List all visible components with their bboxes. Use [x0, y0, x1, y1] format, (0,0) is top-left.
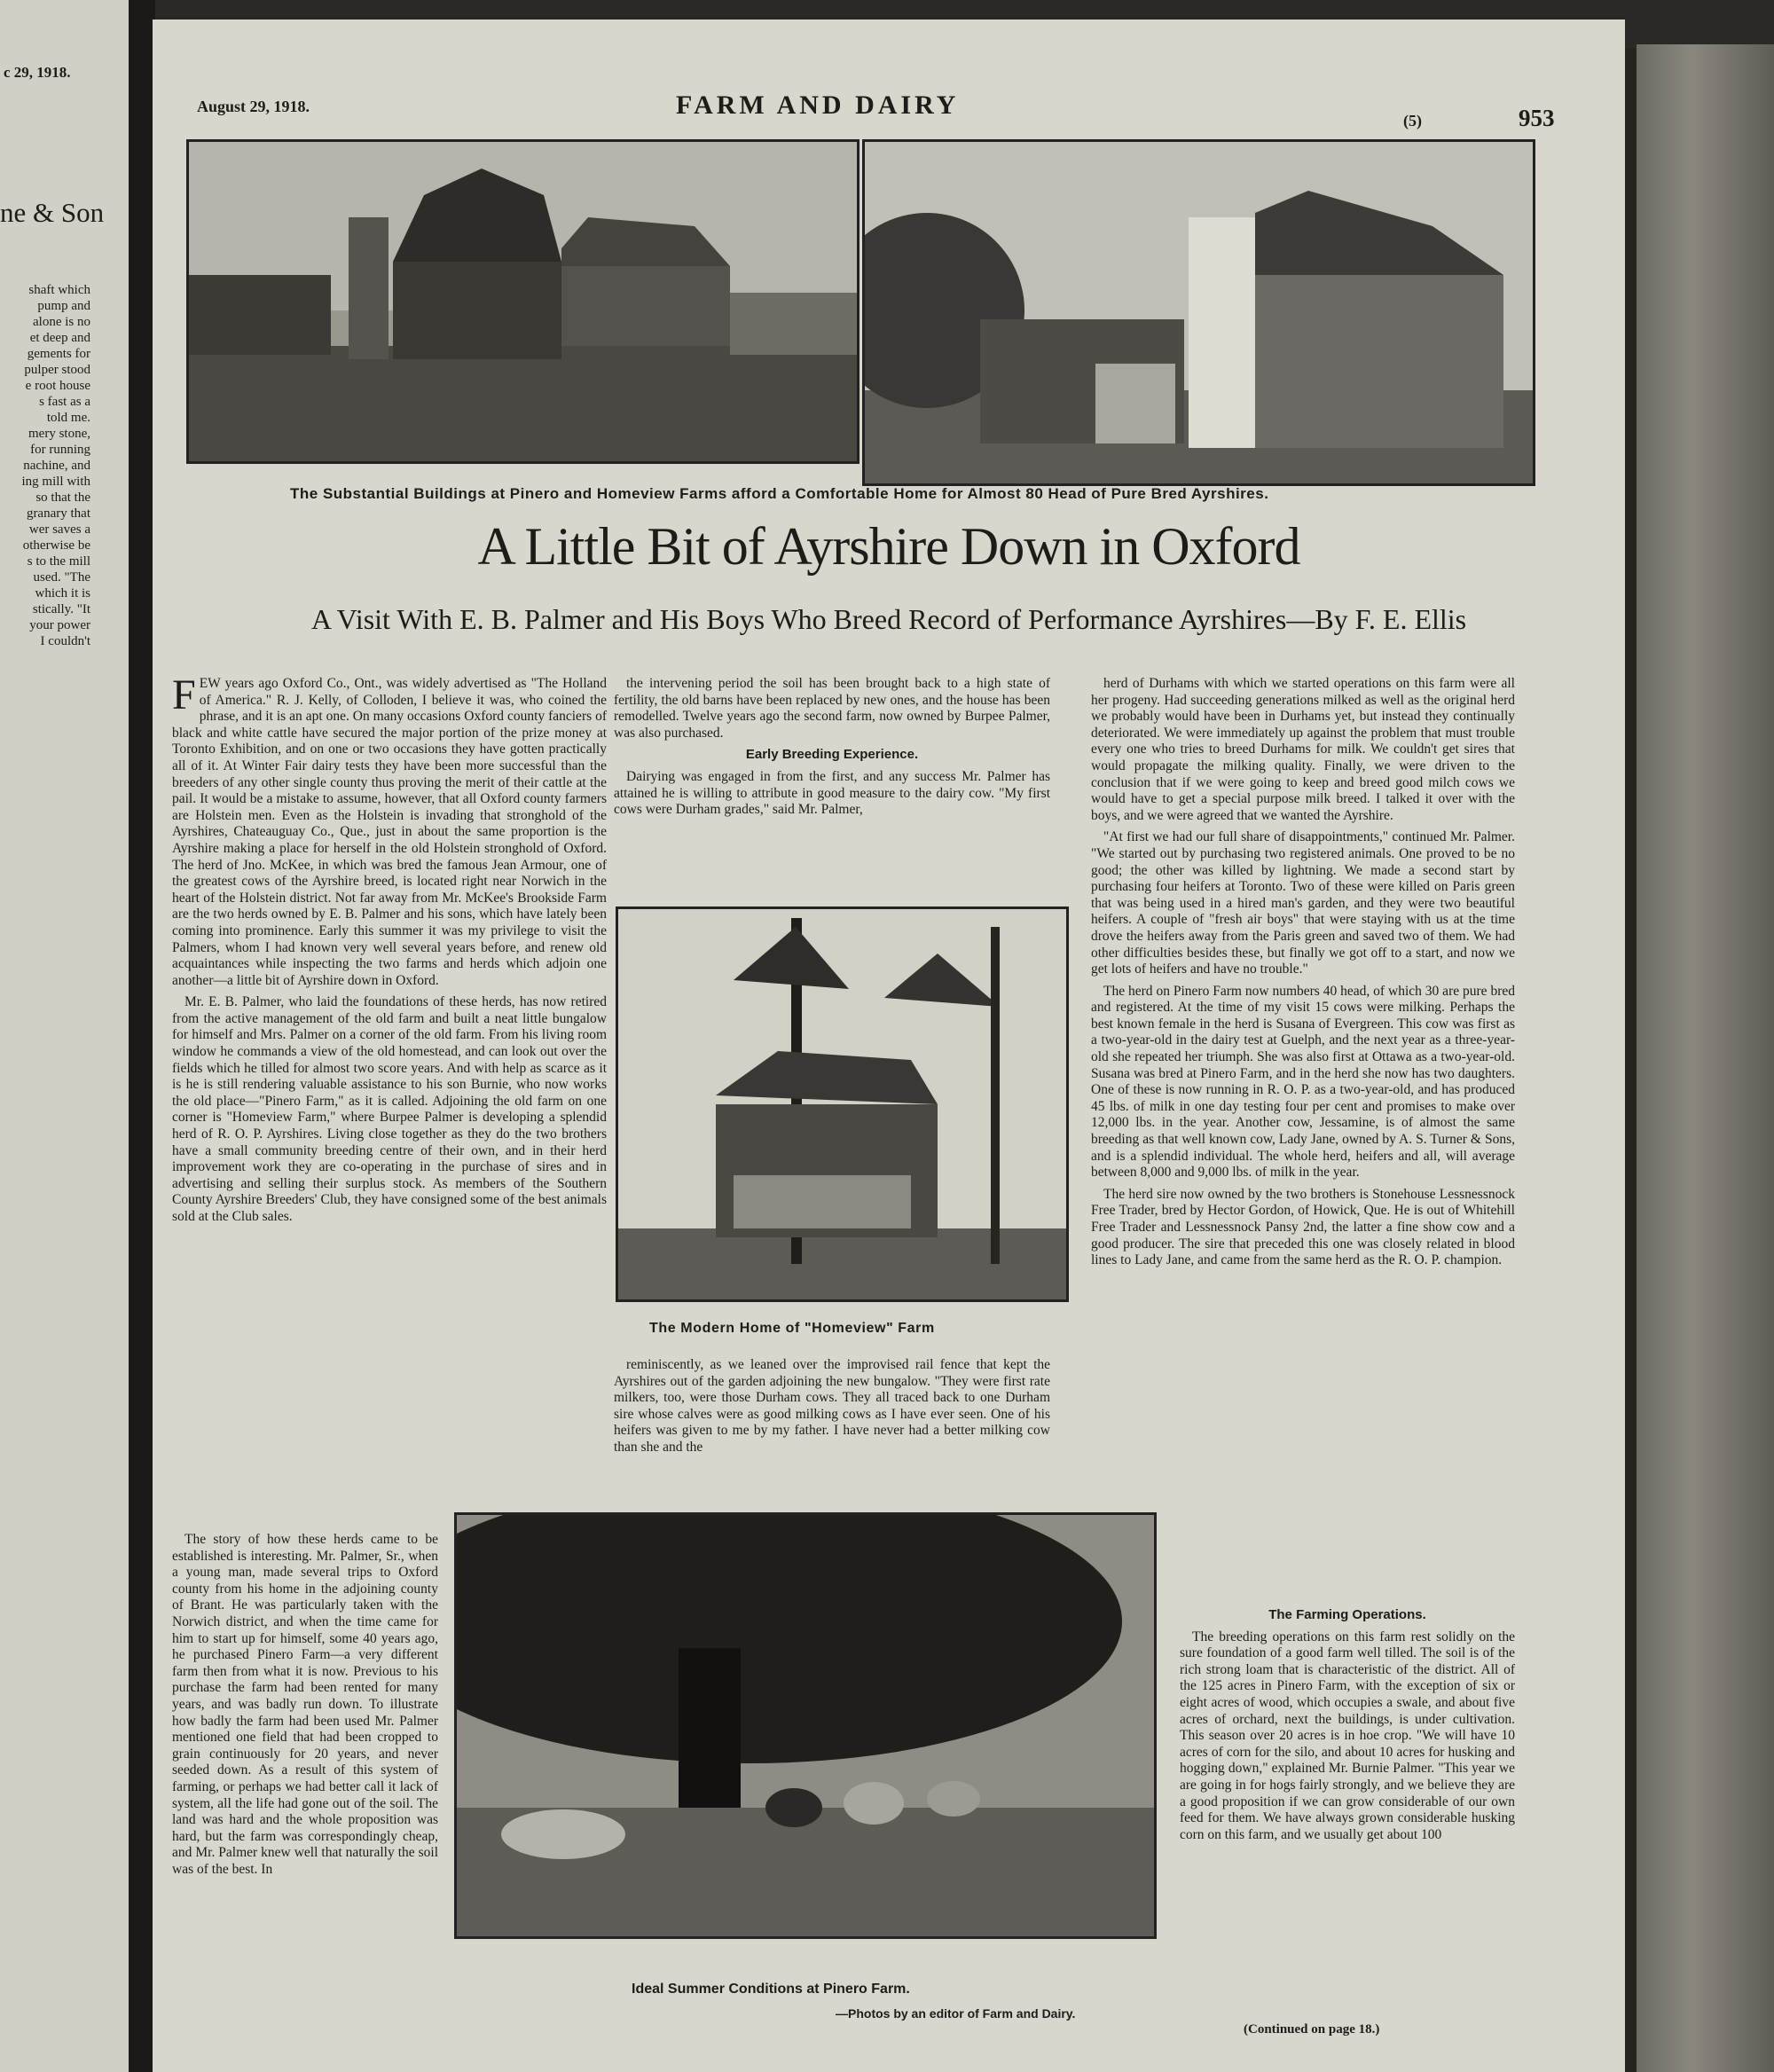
newspaper-page [153, 20, 1625, 2072]
house-photo-caption: The Modern Home of "Homeview" Farm [649, 1321, 935, 1336]
left-page-line: used. "The [33, 570, 90, 585]
left-page-line: s to the mill [27, 554, 90, 569]
book-spine [1637, 44, 1774, 2072]
left-page-line: ing mill with [21, 475, 90, 489]
left-page-line: told me. [46, 411, 90, 425]
left-page-line: wer saves a [28, 522, 90, 537]
pasture-photo-caption: Ideal Summer Conditions at Pinero Farm. [632, 1982, 910, 1997]
top-photo-caption: The Substantial Buildings at Pinero and Homeview Farms afford a Comfortable Home for Almost 80 Head of Pure Bred Ayrshires. [290, 485, 1269, 502]
column-1 [172, 671, 607, 1231]
article-subheadline: A Visit With E. B. Palmer and His Boys Who Breed Record of Performance Ayrshires—By F. E. Ellis [310, 603, 1467, 635]
col3-paragraph-5: The breeding operations on this farm rest solidly on the sure foundation of a good farm well tilled. The soil is of the rich strong loam that is characteristic of the district. All of the 125 acres in Pinero Farm, with the exception of six or eight acres of wood, which occupies a swale, and about five acres of orchard, next the buildings, is under cultivation. This season over 20 acres is in hoe crop. "We will have 10 acres of corn for the silo, and about 10 acres for husking and hogging down," explained Mr. Burnie Palmer. "This year we are going in for hogs fairly strongly, and we believe they are a good proposition if we can grow considerable of our own feed for them. We have always grown considerable husking corn on this farm, and we usually get about 100 [1180, 1629, 1515, 1842]
left-page-line: granary that [26, 506, 90, 521]
column-3-top [1091, 676, 1515, 1275]
left-page-line: pulper stood [24, 363, 90, 377]
photo-pinero-barn [186, 139, 860, 464]
article-headline: A Little Bit of Ayrshire Down in Oxford [477, 517, 1300, 576]
col3-paragraph-4: The herd sire now owned by the two brothers is Stonehouse Lessnessnock Free Trader, bred by Hector Gordon, of Howick, Que. He is out of Whitehill Free Trader and Lessnessnock Pansy 2nd, the latter a fine show cow and a good producer. The sire that preceded this one was closely related in blood lines to Lady Jane, and came from the same herd as the R. O. P. champion. [1091, 1186, 1515, 1268]
left-page-line: gements for [27, 347, 90, 361]
col3-paragraph-1: herd of Durhams with which we started operations on this farm were all her progeny. Had succeeding generations milked as well as the original herd we probably would have been in Durhams yet, but instead they continually deteriorated. We were immediately up against the problem that must trouble every one who tries to breed Durhams for milk. We couldn't get sires that would propagate the milking quality. Finally, we were driven to the conclusion that if we were going to keep and breed good milch cows we would have to get a special purpose milk breed. I talked it over with the boys, and we were agreed that we wanted the Ayrshire. [1091, 676, 1515, 823]
left-page-date: c 29, 1918. [4, 64, 71, 81]
photo-homeview-house [616, 906, 1069, 1302]
left-page-line: nachine, and [23, 459, 90, 473]
col2-subhead: Early Breeding Experience. [745, 747, 919, 763]
left-page-line: so that the [35, 491, 90, 505]
column-2-bottom [614, 1357, 1050, 1462]
col1-paragraph-2: Mr. E. B. Palmer, who laid the foundations of these herds, has now retired from the active management of the old farm and built a neat little bungalow for himself and Mrs. Palmer on a corner of the old farm. From his living room window he commands a view of the old homestead, and can look out over the fields which he tilled for almost two score years. And with help as scarce as it is he is still rendering valuable assistance to his son Burnie, who now works the old place—"Pinero Farm," as it is called. Adjoining the old farm on one corner is "Homeview Farm," where Burpee Palmer is developing a splendid herd of R. O. P. Ayrshires. Living close together as they do the two brothers have a small community breeding centre of their own, and in their herd improvement work they are co-operating in the purchase of sires and in advertising and selling their surplus stock. As members of the Southern County Ayrshire Breeders' Club, they have consigned some of the best animals sold at the Club sales. [172, 994, 607, 1224]
left-page-line: pump and [37, 299, 90, 313]
photo-summer-pasture [454, 1512, 1157, 1939]
left-page-heading: ne & Son [0, 197, 105, 228]
left-page-line: stically. "It [32, 602, 90, 616]
continued-notice: (Continued on page 18.) [1244, 2022, 1380, 2037]
left-page-line: which it is [35, 586, 90, 600]
left-page-line: otherwise be [22, 538, 90, 553]
left-page-line: your power [29, 618, 90, 632]
left-page-text [0, 282, 90, 649]
page-number: 953 [1519, 105, 1555, 131]
left-page-line: alone is no [33, 315, 90, 329]
left-page-line: shaft which [28, 283, 90, 297]
gutter [129, 0, 155, 2072]
col1-paragraph-1: FEW years ago Oxford Co., Ont., was widely advertised as "The Holland of America." R. J. Kelly, of Colloden, I believe it was, who coined the phrase, and it is an apt one. On many occasions Oxford county fanciers of black and white cattle have secured the major portion of the prize money at Toronto Exhibition, and on one or two occasions they have gotten practically all of it. At Winter Fair dairy tests they have been more successful than the breeders of any other single county thus proving the merit of their cattle at the pail. It would be a mistake to assume, however, that all Oxford county farmers are Holstein men. Even as the Holstein is invading that stronghold of the Ayrshires, Chateauguay Co., Que., just in about the same proportion is the Ayrshire making a place for herself in the old Holstein stronghold of Oxford. The herd of Jno. McKee, in which was bred the famous Jean Armour, one of the greatest cows of the Ayrshire breed, is located right near Norwich in the heart of the Holstein district. Not far away from Mr. McKee's Brookside Farm are the two herds owned by E. B. Palmer and his sons, which have lately been coming into prominence. Early this summer it was my privilege to visit the Palmers, whom I had known very well several years before, and renew old acquaintances while inspecting the two farms and herds which adjoin one another—a little bit of Ayrshire down in Oxford. [172, 671, 607, 988]
photo-homeview-barn [862, 139, 1535, 486]
col3-paragraph-3: The herd on Pinero Farm now numbers 40 head, of which 30 are pure bred and registered. At the time of my visit 15 cows were milking. Perhaps the best known female in the herd is Susana of Evergreen. This cow was first as a two-year-old in the dairy test at Guelph, and the next year as a three-year-old she repeated her triumph. She was also first at Ottawa as a two-year-old. Susana was bred at Pinero Farm, and in the herd she now has two daughters. One of these is now running in R. O. P. as a two-year-old, and has produced 45 lbs. of milk in one day testing four per cent and promises to make over 12,000 lbs. in the year. Another cow, Jessamine, is of almost the same breeding as that well known cow, Lady Jane, owned by A. S. Turner & Sons, and is a splendid individual. The whole herd, heifers and all, will average between 8,000 and 9,000 lbs. of milk in the year. [1091, 983, 1515, 1181]
left-page-line: mery stone, [28, 427, 90, 441]
col2-paragraph-1: the intervening period the soil has been brought back to a high state of fertility, the old barns have been replaced by new ones, and the house has been remodelled. Twelve years ago the second farm, now owned by Burpee Palmer, was also purchased. [614, 676, 1050, 741]
left-page-line: for running [30, 443, 90, 457]
left-page-line: et deep and [29, 331, 90, 345]
column-3-bottom [1180, 1607, 1515, 1848]
masthead-title: FARM AND DAIRY [676, 90, 960, 120]
column-1-lower [172, 1532, 438, 1883]
left-page-line: e root house [25, 379, 90, 393]
left-page-line: s fast as a [39, 395, 90, 409]
col2-paragraph-2: Dairying was engaged in from the first, and any success Mr. Palmer has attained he is willing to attribute in good measure to the dairy cow. "My first cows were Durham grades," said Mr. Palmer, [614, 768, 1050, 818]
left-page-edge [0, 0, 133, 2072]
col3-subhead: The Farming Operations. [1268, 1607, 1426, 1622]
photo-credit: —Photos by an editor of Farm and Dairy. [836, 2006, 1076, 2021]
left-page-line: I couldn't [40, 634, 90, 648]
section-number: (5) [1403, 112, 1422, 130]
column-2-top [614, 676, 1050, 824]
header-date: August 29, 1918. [197, 98, 310, 115]
col2-paragraph-3: reminiscently, as we leaned over the improvised rail fence that kept the Ayrshires out of the garden adjoining the new bungalow. "They were first rate milkers, too, were those Durham cows. They all traced back to one Durham sire whose calves were as good milking cows as I have ever seen. One of his heifers was given to me by my father. I have never had a better milking cow than she and the [614, 1357, 1050, 1455]
col1-paragraph-3: The story of how these herds came to be established is interesting. Mr. Palmer, Sr., when a young man, made several trips to Oxford county from his home in the adjoining county of Brant. He was particularly taken with the Norwich district, and when the time came for him to start up for himself, some 40 years ago, he purchased Pinero Farm—a very different farm then from what it is now. Previous to his purchase the farm had been rented for many years, and was badly run down. To illustrate how badly the farm had been used Mr. Palmer mentioned one field that had been cropped to grain continuously for 20 years, and never seeded down. As a result of this system of farming, or perhaps we had better call it lack of system, all the life had gone out of the soil. The land was hard and the whole proposition was hard, but the farm was correspondingly cheap, and Mr. Palmer knew well that naturally the soil was of the best. In [172, 1532, 438, 1877]
col3-paragraph-2: "At first we had our full share of disappointments," continued Mr. Palmer. "We started out by purchasing two registered animals. One proved to be no good; the other was killed by lightning. We made a second start by purchasing four heifers at Toronto. Two of these were killed on Paris green that was being used in a hired man's garden, and they were two beautiful heifers. A couple of "fresh air boys" that were staying with us at the time drove the heifers away from the Paris green and saved two of them. We had other difficulties besides these, but finally we got off to a start, and now we get lots of heifers and have no trouble." [1091, 829, 1515, 977]
